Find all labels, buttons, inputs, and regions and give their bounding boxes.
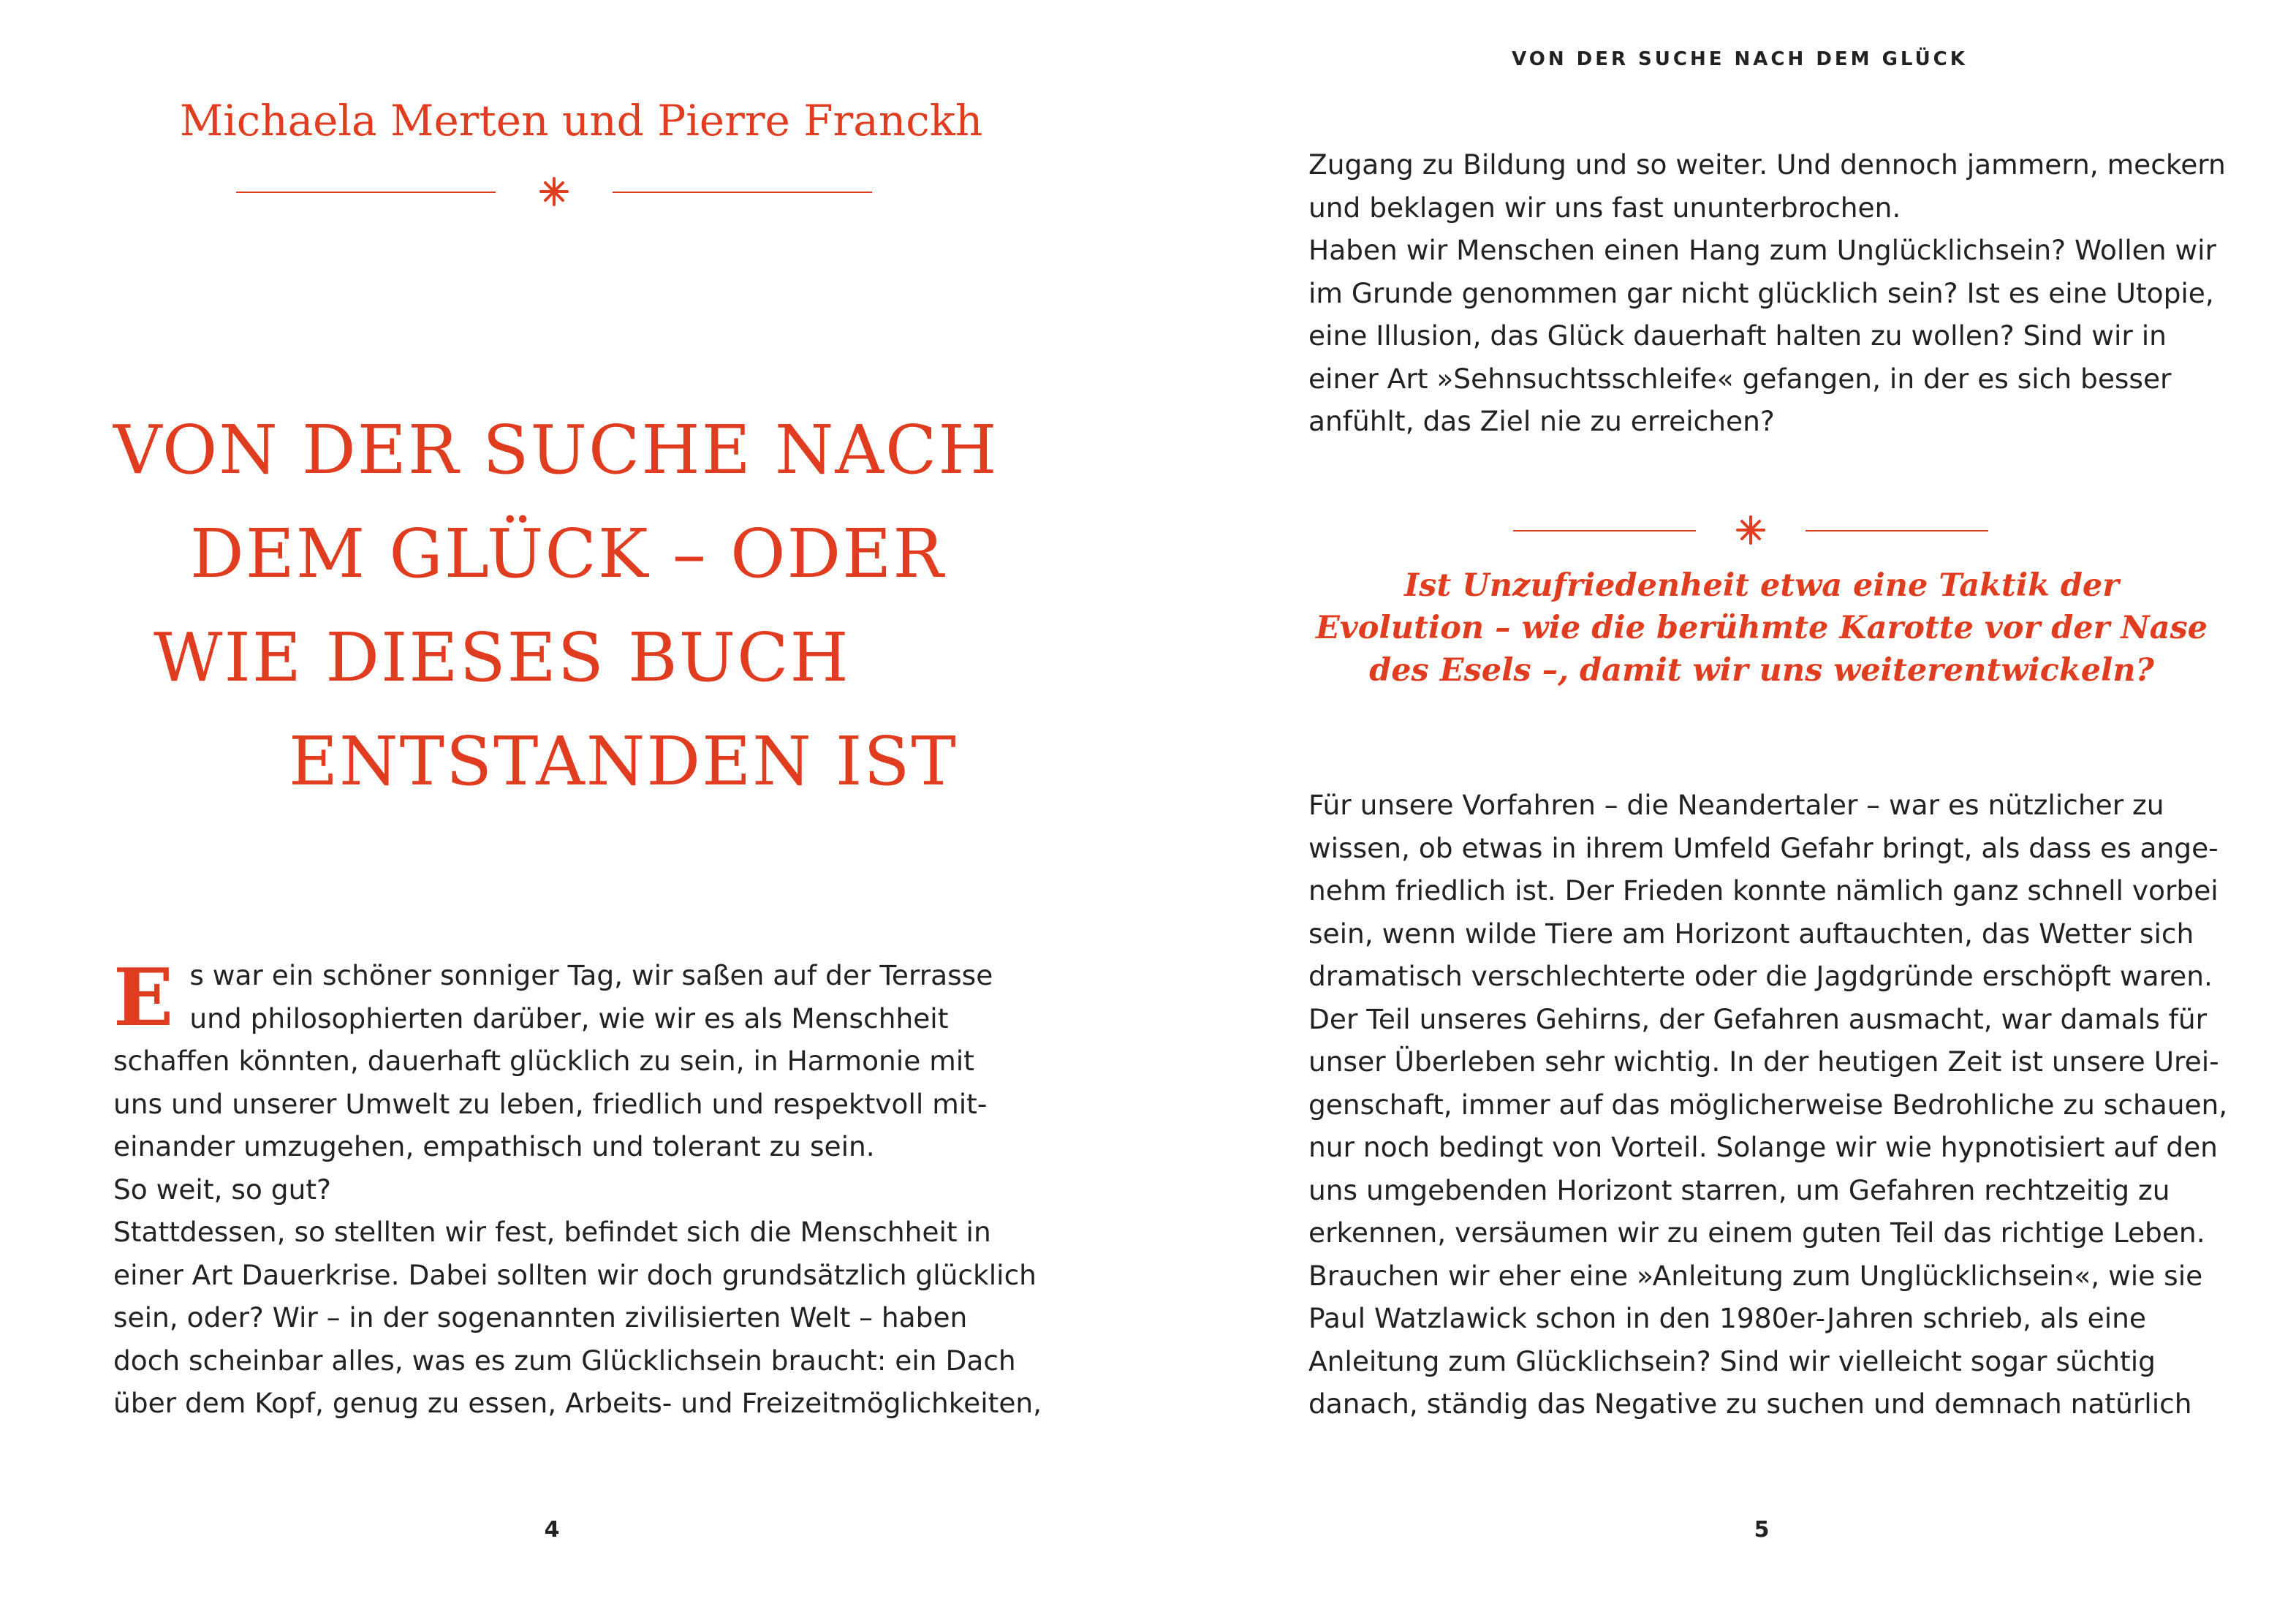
text-line: genschaft, immer auf das möglicherweise Bedrohliche zu schauen, xyxy=(1308,1088,2228,1121)
ornament-rule-left xyxy=(1513,530,1696,531)
pull-quote-line: Ist Unzufriedenheit etwa eine Taktik der xyxy=(1404,567,2119,604)
chapter-title-line: DEM GLÜCK – ODER xyxy=(190,515,945,593)
pull-quote-line: Evolution – wie die berühmte Karotte vor der Nase xyxy=(1315,610,2208,646)
text-line: uns umgebenden Horizont starren, um Gefahren rechtzeitig zu xyxy=(1308,1173,2170,1206)
text-line: und philosophierten darüber, wie wir es als Menschheit xyxy=(189,1002,949,1034)
ornament-rule-right xyxy=(613,192,872,193)
text-line: nur noch bedingt von Vorteil. Solange wir wie hypnotisiert auf den xyxy=(1308,1131,2218,1163)
text-line: Für unsere Vorfahren – die Neandertaler – war es nützlicher zu xyxy=(1308,789,2164,821)
chapter-title-line: WIE DIESES BUCH xyxy=(154,618,850,697)
page-number-left: 4 xyxy=(544,1517,560,1543)
text-line: sein, oder? Wir – in der sogenannten zivilisierten Welt – haben xyxy=(113,1301,968,1333)
text-line: eine Illusion, das Glück dauerhaft halten zu wollen? Sind wir in xyxy=(1308,319,2167,352)
text-line: erkennen, versäumen wir zu einem guten Teil das richtige Leben. xyxy=(1308,1217,2205,1249)
text-line: unser Überleben sehr wichtig. In der heutigen Zeit ist unsere Urei- xyxy=(1308,1045,2219,1078)
text-line: einander umzugehen, empathisch und tolerant zu sein. xyxy=(113,1130,875,1162)
text-line: Zugang zu Bildung und so weiter. Und dennoch jammern, meckern xyxy=(1308,148,2226,181)
text-line: schaffen könnten, dauerhaft glücklich zu sein, in Harmonie mit xyxy=(113,1045,974,1077)
page-number-right: 5 xyxy=(1754,1517,1770,1543)
text-line: doch scheinbar alles, was es zum Glücklichsein braucht: ein Dach xyxy=(113,1344,1016,1377)
chapter-title-line: ENTSTANDEN IST xyxy=(289,722,958,801)
text-line: danach, ständig das Negative zu suchen und demnach natürlich xyxy=(1308,1388,2192,1420)
text-line: wissen, ob etwas in ihrem Umfeld Gefahr bringt, als dass es ange- xyxy=(1308,831,2219,864)
running-head: VON DER SUCHE NACH DEM GLÜCK xyxy=(1512,48,1968,70)
text-line: Anleitung zum Glücklichsein? Sind wir vielleicht sogar süchtig xyxy=(1308,1344,2156,1377)
text-line: s war ein schöner sonniger Tag, wir saßen auf der Terrasse xyxy=(189,959,993,991)
text-line: Paul Watzlawick schon in den 1980er-Jahren schrieb, als eine xyxy=(1308,1302,2146,1334)
text-line: über dem Kopf, genug zu essen, Arbeits- und Freizeitmöglichkeiten, xyxy=(113,1387,1042,1419)
chapter-title-line: VON DER SUCHE NACH xyxy=(113,411,999,489)
chapter-title xyxy=(110,398,1038,814)
authors: Michaela Merten und Pierre Franckh xyxy=(179,96,983,145)
ornament-rule-right xyxy=(1806,530,1988,531)
text-line: einer Art »Sehnsuchtsschleife« gefangen, in der es sich besser xyxy=(1308,362,2172,395)
text-line: sein, wenn wilde Tiere am Horizont auftauchten, das Wetter sich xyxy=(1308,917,2194,950)
text-line: Brauchen wir eher eine »Anleitung zum Unglücklichsein«, wie sie xyxy=(1308,1259,2203,1292)
text-line: So weit, so gut? xyxy=(113,1173,331,1206)
text-line: einer Art Dauerkrise. Dabei sollten wir doch grundsätzlich glücklich xyxy=(113,1258,1037,1291)
text-line: nehm friedlich ist. Der Frieden konnte nämlich ganz schnell vorbei xyxy=(1308,874,2219,907)
asterisk-star-icon xyxy=(538,175,570,208)
text-line: anfühlt, das Ziel nie zu erreichen? xyxy=(1308,405,1775,437)
text-line: im Grunde genommen gar nicht glücklich sein? Ist es eine Utopie, xyxy=(1308,276,2214,309)
text-line: dramatisch verschlechterte oder die Jagdgründe erschöpft waren. xyxy=(1308,960,2213,992)
ornament-rule-left xyxy=(236,192,496,193)
pull-quote-line: des Esels –, damit wir uns weiterentwickeln? xyxy=(1369,652,2154,689)
text-line: uns und unserer Umwelt zu leben, friedlich und respektvoll mit- xyxy=(113,1087,988,1120)
ornament-divider xyxy=(236,192,872,193)
body-text-left xyxy=(113,952,1042,1425)
body-text-right-top xyxy=(1308,143,2226,443)
text-line: und beklagen wir uns fast ununterbrochen. xyxy=(1308,191,1901,224)
ornament-divider xyxy=(1513,530,1988,531)
pull-quote xyxy=(1308,564,2215,692)
body-text-right-bottom xyxy=(1308,784,2228,1426)
text-line: Haben wir Menschen einen Hang zum Unglücklichsein? Wollen wir xyxy=(1308,234,2216,266)
drop-cap: E xyxy=(113,952,174,1044)
asterisk-star-icon xyxy=(1735,514,1767,546)
text-line: Stattdessen, so stellten wir fest, befindet sich die Menschheit in xyxy=(113,1216,991,1248)
text-line: Der Teil unseres Gehirns, der Gefahren ausmacht, war damals für xyxy=(1308,1002,2208,1035)
